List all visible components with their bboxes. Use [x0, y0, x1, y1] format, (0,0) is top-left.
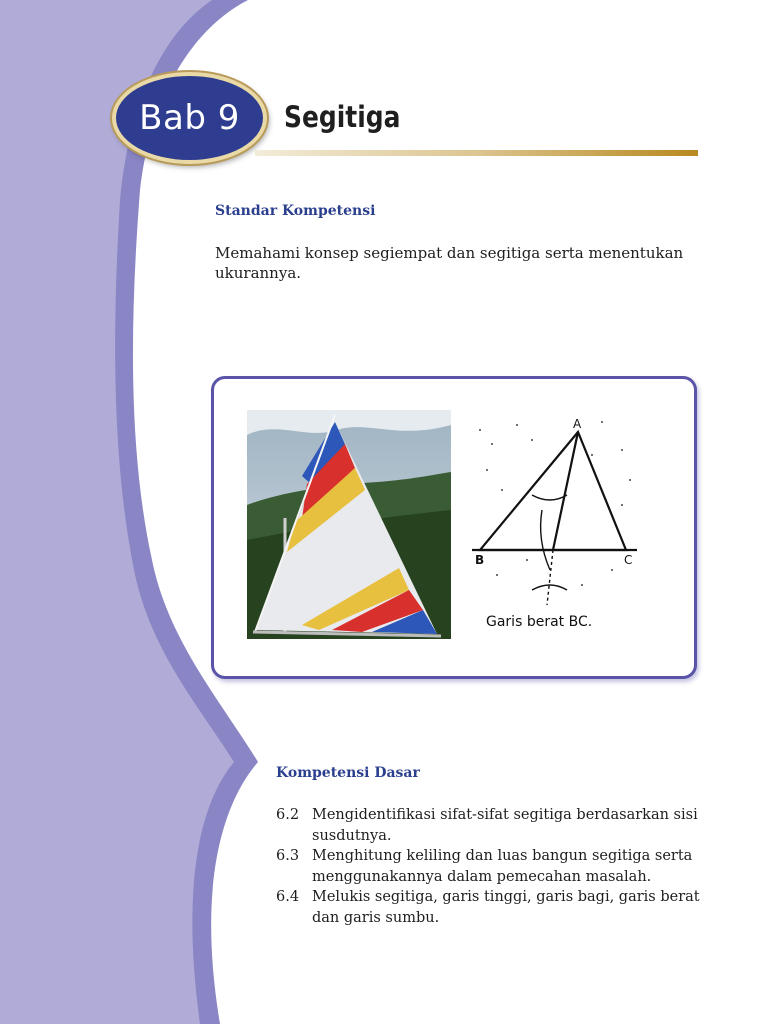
list-item	[276, 887, 706, 928]
chapter-title: Segitiga	[284, 100, 401, 134]
list-item	[276, 846, 706, 887]
chapter-badge-label: Bab 9	[139, 98, 240, 138]
list-item-text: Mengidentifikasi sifat-sifat segitiga berdasarkan sisi susdutnya.	[312, 807, 698, 844]
chapter-badge	[112, 72, 267, 164]
vertex-label-c: C	[624, 553, 633, 567]
basic-heading: Kompetensi Dasar	[276, 765, 420, 781]
sailboat-photo	[247, 410, 451, 639]
triangle-shape	[480, 432, 626, 550]
diagram-caption: Garis berat BC.	[486, 614, 593, 630]
list-item-number: 6.4	[276, 889, 300, 905]
standard-heading: Standar Kompetensi	[215, 203, 376, 219]
list-item	[276, 805, 706, 846]
list-item-text: Melukis segitiga, garis tinggi, garis bagi, garis berat dan garis sumbu.	[312, 889, 700, 926]
list-item-number: 6.2	[276, 807, 300, 823]
list-item-text: Menghitung keliling dan luas bangun segitiga serta menggunakannya dalam pemecahan masalah.	[312, 848, 693, 885]
standard-text: Memahami konsep segiempat dan segitiga serta menentukan ukurannya.	[215, 244, 684, 282]
vertex-label-a: A	[573, 417, 582, 431]
triangle-diagram	[472, 410, 642, 635]
competency-list	[276, 805, 706, 928]
vertex-label-b: B	[475, 553, 485, 567]
list-item-number: 6.3	[276, 848, 300, 864]
title-underline	[255, 150, 698, 156]
